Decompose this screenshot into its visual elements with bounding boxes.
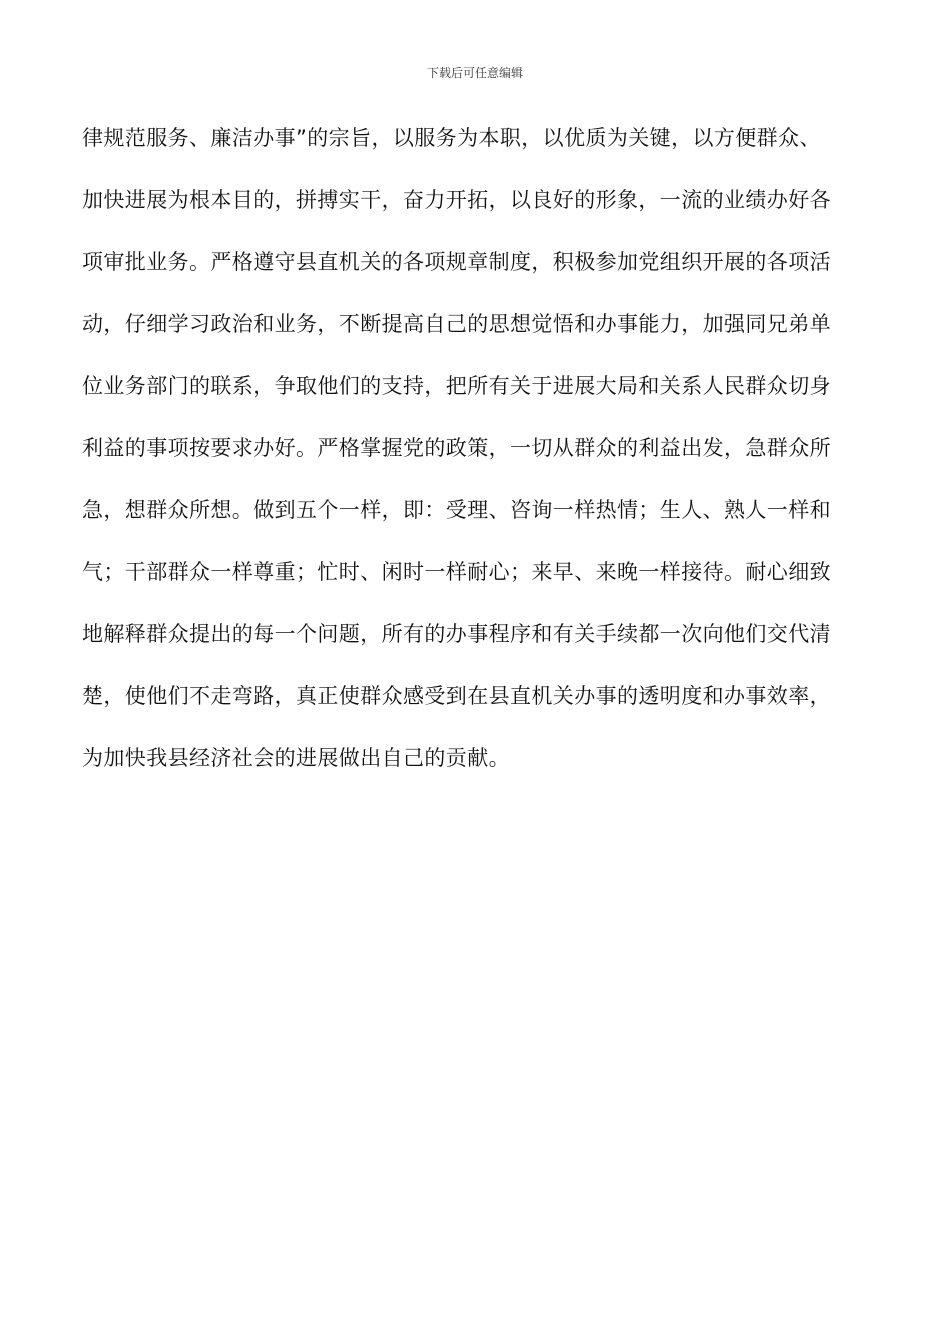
text-line: 利益的事项按要求办好。严格掌握党的政策，一切从群众的利益出发，急群众所 [82,436,831,460]
text-line: 楚，使他们不走弯路，真正使群众感受到在县直机关办事的透明度和办事效率， [82,684,831,708]
text-line: 加快进展为根本目的，拼搏实干，奋力开拓，以良好的形象，一流的业绩办好各 [82,188,831,212]
header-note: 下载后可任意编辑 [426,66,523,80]
text-line: 位业务部门的联系，争取他们的支持，把所有关于进展大局和关系人民群众切身 [82,374,831,398]
text-line: 为加快我县经济社会的进展做出自己的贡献。 [82,746,510,770]
text-line: 项审批业务。严格遵守县直机关的各项规章制度，积极参加党组织开展的各项活 [82,250,831,274]
text-line: 气；干部群众一样尊重；忙时、闲时一样耐心；来早、来晚一样接待。耐心细致 [82,560,831,584]
text-line: 地解释群众提出的每一个问题，所有的办事程序和有关手续都一次向他们交代清 [82,622,831,646]
text-line: 急，想群众所想。做到五个一样，即：受理、咨询一样热情；生人、熟人一样和 [82,498,831,522]
text-line: 律规范服务、廉洁办事”的宗旨，以服务为本职，以优质为关键，以方便群众、 [82,126,821,150]
text-line: 动，仔细学习政治和业务，不断提高自己的思想觉悟和办事能力，加强同兄弟单 [82,312,831,336]
body-text [82,118,872,800]
